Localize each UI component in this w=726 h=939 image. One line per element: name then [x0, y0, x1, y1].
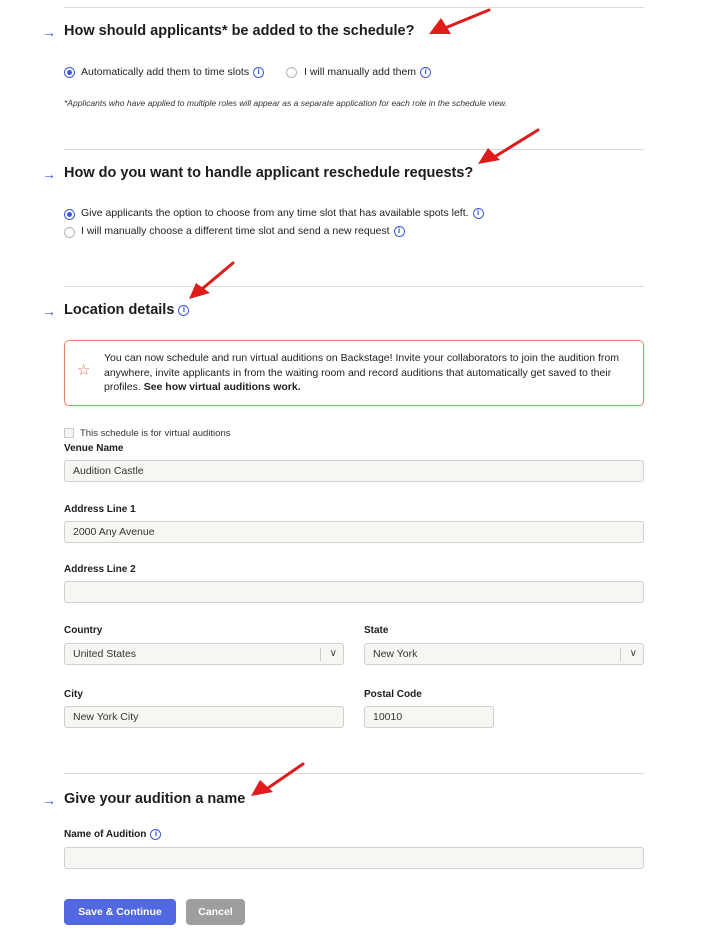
radio-manual-add-label: I will manually add them i	[304, 66, 431, 78]
arrow-right-icon: →	[42, 792, 56, 808]
postal-code-label: Postal Code	[364, 689, 422, 700]
arrow-right-icon: →	[42, 303, 56, 319]
virtual-auditions-link[interactable]: See how virtual auditions work.	[143, 381, 301, 393]
radio-any-slot[interactable]	[64, 209, 75, 220]
address1-label: Address Line 1	[64, 504, 136, 515]
red-arrow-annotation	[474, 126, 544, 168]
info-icon[interactable]: i	[420, 67, 431, 78]
section-title-location: Location details i	[64, 302, 189, 318]
divider	[64, 773, 644, 774]
arrow-right-icon: →	[42, 166, 56, 182]
chevron-down-icon: ∨	[329, 648, 337, 659]
section-title-name: Give your audition a name	[64, 791, 246, 807]
country-label: Country	[64, 625, 103, 636]
state-label: State	[364, 625, 389, 636]
radio-manual-choose[interactable]	[64, 227, 75, 238]
radio-auto-add-label: Automatically add them to time slots i	[81, 66, 264, 78]
address2-label: Address Line 2	[64, 564, 136, 575]
select-separator	[620, 648, 621, 661]
select-separator	[320, 648, 321, 661]
virtual-auditions-checkbox-label: This schedule is for virtual auditions	[80, 428, 231, 439]
cancel-button[interactable]: Cancel	[186, 899, 245, 925]
info-icon[interactable]: i	[473, 208, 484, 219]
radio-manual-add[interactable]	[286, 67, 297, 78]
state-value: New York	[373, 648, 418, 660]
red-arrow-annotation	[248, 760, 308, 800]
state-select[interactable]	[364, 643, 644, 665]
save-continue-button[interactable]: Save & Continue	[64, 899, 176, 925]
country-value: United States	[73, 648, 137, 660]
info-icon[interactable]: i	[394, 226, 405, 237]
address1-input[interactable]: 2000 Any Avenue	[64, 521, 644, 543]
red-arrow-annotation	[186, 259, 238, 303]
radio-auto-add[interactable]	[64, 67, 75, 78]
country-select[interactable]	[64, 643, 344, 665]
section-title-schedule: How should applicants* be added to the schedule?	[64, 23, 415, 39]
divider	[64, 286, 644, 287]
audition-name-label: Name of Audition i	[64, 829, 161, 840]
virtual-auditions-checkbox[interactable]	[64, 428, 74, 438]
radio-manual-choose-label: I will manually choose a different time slot and send a new request i	[81, 225, 405, 237]
venue-name-label: Venue Name	[64, 443, 124, 454]
divider	[64, 149, 644, 150]
info-icon[interactable]: i	[178, 305, 189, 316]
address2-input[interactable]	[64, 581, 644, 603]
alert-text: You can now schedule and run virtual auditions on Backstage! Invite your collaborators to join the audition from anywhere, invite applicants in from the waiting room and record auditions that automatically get saved to their profiles. See how virtual auditions work.	[104, 352, 620, 393]
divider	[64, 7, 644, 8]
radio-any-slot-label: Give applicants the option to choose from any time slot that has available spots left. i	[81, 207, 484, 219]
virtual-auditions-alert	[64, 340, 644, 406]
city-label: City	[64, 689, 83, 700]
venue-name-input[interactable]: Audition Castle	[64, 460, 644, 482]
star-icon: ☆	[77, 362, 91, 379]
audition-name-input[interactable]	[64, 847, 644, 869]
chevron-down-icon: ∨	[629, 648, 637, 659]
applicants-note: *Applicants who have applied to multiple roles will appear as a separate application for each role in the schedule view.	[64, 98, 508, 108]
postal-code-input[interactable]: 10010	[364, 706, 494, 728]
city-input[interactable]: New York City	[64, 706, 344, 728]
red-arrow-annotation	[425, 6, 495, 38]
arrow-right-icon: →	[42, 24, 56, 40]
info-icon[interactable]: i	[150, 829, 161, 840]
info-icon[interactable]: i	[253, 67, 264, 78]
section-title-reschedule: How do you want to handle applicant reschedule requests?	[64, 165, 474, 181]
